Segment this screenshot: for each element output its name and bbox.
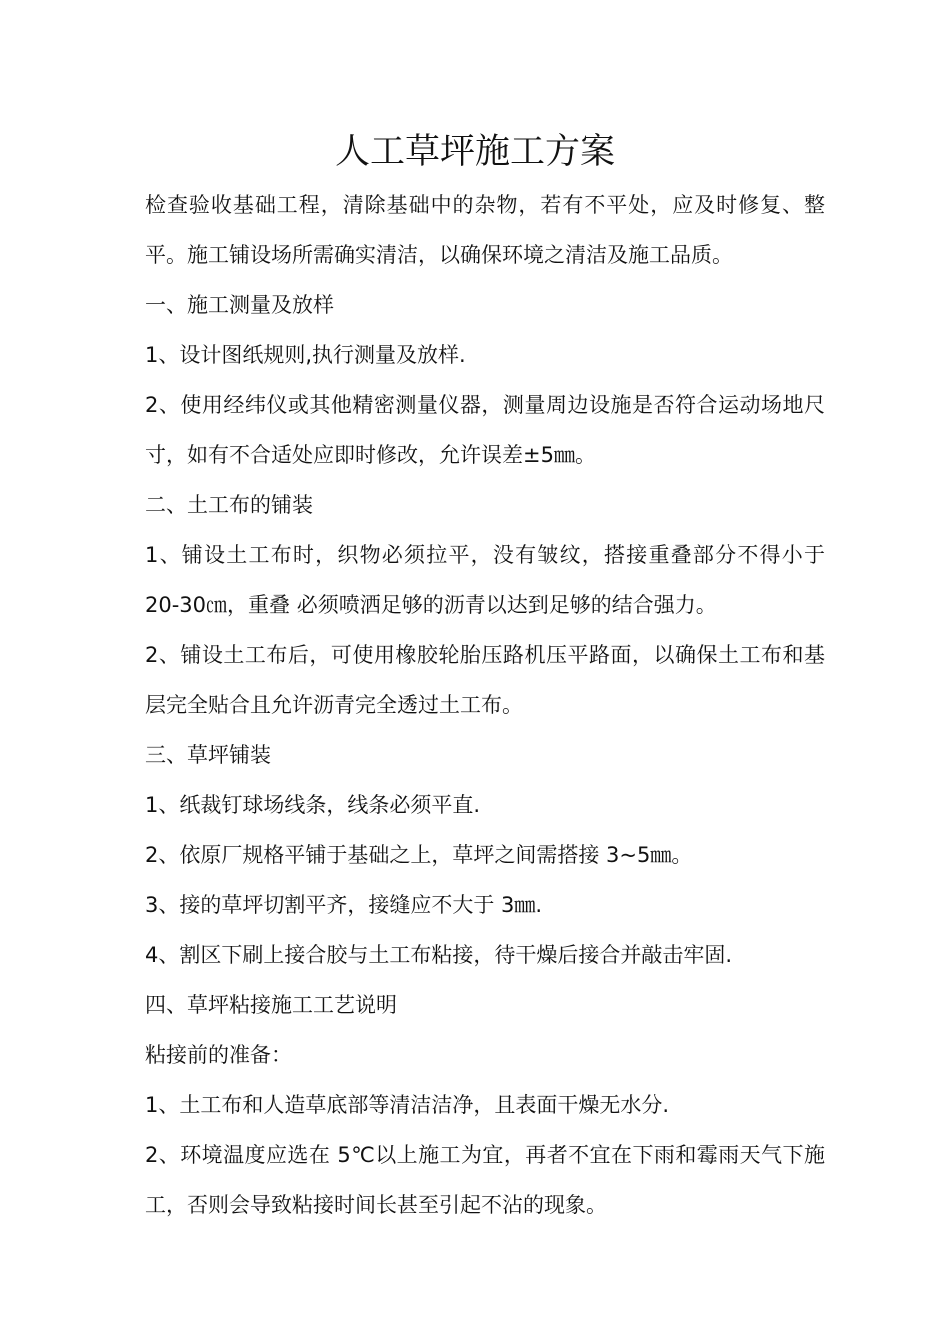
subheading-preparation: 粘接前的准备： — [145, 1043, 292, 1067]
list-item: 1、纸裁钉球场线条，线条必须平直. — [145, 793, 481, 817]
list-item: 4、割区下刷上接合胶与土工布粘接，待干燥后接合并敲击牢固. — [145, 943, 733, 967]
document-body — [145, 180, 825, 1230]
document-title: 人工草坪施工方案 — [334, 132, 615, 172]
intro-paragraph: 检查验收基础工程，清除基础中的杂物，若有不平处，应及时修复、整平。施工铺设场所需确实清洁，以确保环境之清洁及施工品质。 — [145, 193, 825, 267]
list-item: 1、土工布和人造草底部等清洁洁净，且表面干燥无水分. — [145, 1093, 670, 1117]
list-item: 2、环境温度应选在 5℃以上施工为宜，再者不宜在下雨和霉雨天气下施工，否则会导致粘接时间长甚至引起不沾的现象。 — [145, 1143, 825, 1217]
section-heading-survey: 一、施工测量及放样 — [145, 293, 334, 317]
list-item: 2、使用经纬仪或其他精密测量仪器，测量周边设施是否符合运动场地尺寸，如有不合适处应即时修改，允许误差±5㎜。 — [145, 393, 825, 467]
list-item: 3、接的草坪切割平齐，接缝应不大于 3㎜. — [145, 893, 543, 917]
list-item: 1、设计图纸规则,执行测量及放样. — [145, 343, 466, 367]
list-item: 1、铺设土工布时，织物必须拉平，没有皱纹，搭接重叠部分不得小于 20-30㎝，重叠 必须喷洒足够的沥青以达到足够的结合强力。 — [145, 543, 825, 617]
list-item: 2、依原厂规格平铺于基础之上，草坪之间需搭接 3~5㎜。 — [145, 843, 693, 867]
section-heading-geotextile: 二、土工布的铺装 — [145, 493, 313, 517]
list-item: 2、铺设土工布后，可使用橡胶轮胎压路机压平路面，以确保土工布和基层完全贴合且允许沥青完全透过土工布。 — [145, 643, 825, 717]
section-heading-bonding: 四、草坪粘接施工工艺说明 — [145, 993, 397, 1017]
section-heading-turf-laying: 三、草坪铺装 — [145, 743, 271, 767]
